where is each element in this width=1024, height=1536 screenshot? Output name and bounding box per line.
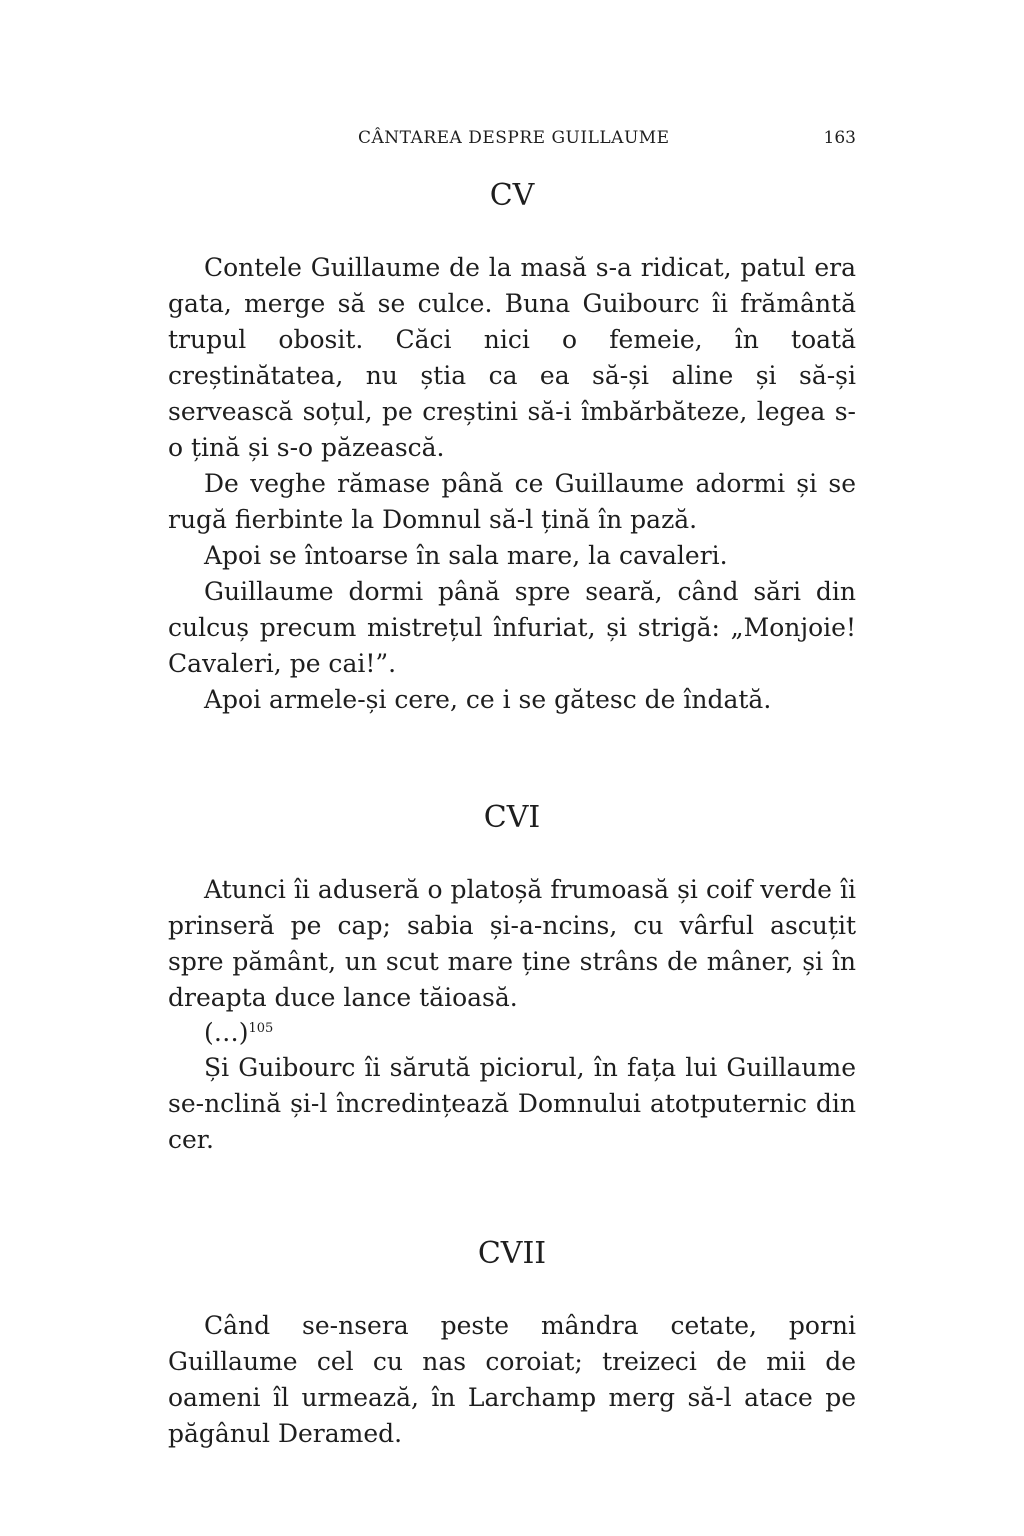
section-heading: CVII — [477, 1236, 547, 1271]
section-heading: CV — [489, 178, 535, 213]
footnote-reference: 105 — [248, 1021, 274, 1036]
paragraph: Apoi armele-și cere, ce i se gătesc de îndată. — [204, 685, 772, 714]
paragraph: Apoi se întoarse în sala mare, la cavaleri. — [204, 541, 728, 570]
running-title: CÂNTAREA DESPRE GUILLAUME — [358, 128, 670, 148]
section-cvii — [168, 1234, 856, 1452]
running-header — [168, 128, 856, 156]
paragraph: Și Guibourc îi sărută piciorul, în fața lui Guillaume se-nclină și-l încredințează Domnului atotputernic din cer. — [168, 1053, 856, 1154]
omission-text: (…) — [204, 1018, 249, 1047]
paragraph: Când se-nsera peste mândra cetate, porni Guillaume cel cu nas coroiat; treizeci de mii de oameni îl urmează, în Larchamp merg să-l atace pe păgânul Deramed. — [168, 1311, 856, 1448]
omission-marker — [168, 1016, 856, 1050]
section-cv — [168, 176, 856, 718]
section-heading: CVI — [483, 800, 541, 835]
section-cvi — [168, 798, 856, 1158]
page-number: 163 — [823, 128, 856, 148]
paragraph: De veghe rămase până ce Guillaume adormi și se rugă fierbinte la Domnul să-l țină în pază. — [168, 469, 856, 534]
paragraph: Atunci îi aduseră o platoșă frumoasă și coif verde îi prinseră pe cap; sabia și-a-ncins, cu vârful ascuțit spre pământ, un scut mare ține strâns de mâner, și în dreapta duce lance tăioasă. — [168, 875, 856, 1012]
paragraph: Contele Guillaume de la masă s-a ridicat, patul era gata, merge să se culce. Buna Guibourc îi frământă trupul obosit. Căci nici o femeie, în toată creștinătatea, nu știa ca ea să-și aline și să-și servească soțul, pe creștini să-i îmbărbăteze, legea s-o țină și s-o păzească. — [168, 253, 856, 462]
paragraph: Guillaume dormi până spre seară, când sări din culcuș precum mistrețul înfuriat, și strigă: „Monjoie! Cavaleri, pe cai!”. — [168, 577, 856, 678]
